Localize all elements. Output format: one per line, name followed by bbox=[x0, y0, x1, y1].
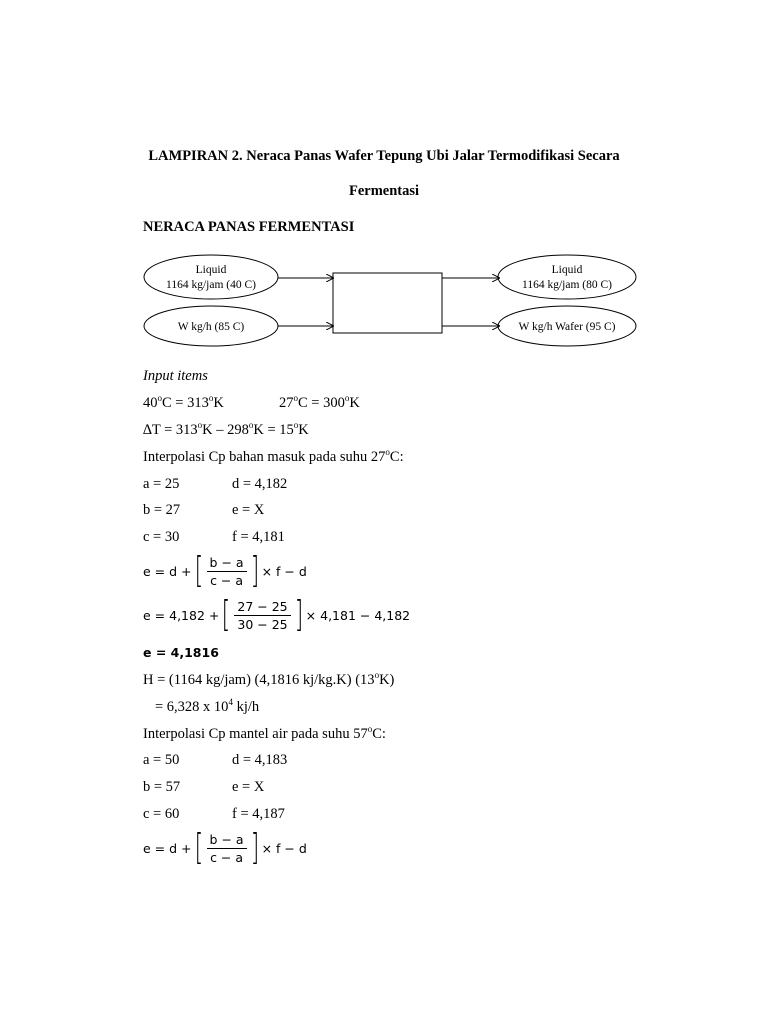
output-wafer-label: W kg/h Wafer (95 C) bbox=[518, 321, 616, 333]
interp1-d: d = 4,182 bbox=[232, 476, 288, 492]
temp-conversion-40: $40^oC = 313^oK$ bbox=[143, 393, 224, 411]
interp2-f: f = 4,187 bbox=[232, 806, 285, 822]
interp1-f: f = 4,181 bbox=[232, 529, 285, 545]
interp2-b: b = 57 bbox=[143, 779, 181, 795]
output-liquid-label: Liquid bbox=[551, 264, 583, 276]
heat-balance-diagram bbox=[0, 250, 768, 360]
interp-result-1: e = 4,1816 bbox=[143, 645, 219, 660]
interp2-c: c = 60 bbox=[143, 806, 180, 822]
interp2-a: a = 50 bbox=[143, 752, 180, 768]
interp1-e: e = X bbox=[232, 502, 265, 518]
interp-formula-1: e = d + [ $\frac{b - a}{c - a}$ ] × f − d bbox=[143, 550, 307, 591]
interp1-title: Interpolasi Cp bahan masuk pada suhu 27$^o$C: bbox=[143, 447, 404, 465]
delta-t: $\Delta T = 313^oK - 298^oK = 15^oK$ bbox=[143, 420, 309, 438]
input-water-label: W kg/h (85 C) bbox=[177, 321, 245, 333]
input-liquid-flow: 1164 kg/jam (40 C) bbox=[166, 279, 256, 291]
input-liquid-label: Liquid bbox=[195, 264, 227, 276]
temp-conversion-27: $27^oC = 300^oK$ bbox=[279, 393, 360, 411]
interp-formula-2: e = 4,182 + [ $\frac{27 - 25}{30 - 25}$ ] × 4,181 − 4,182 bbox=[143, 594, 411, 635]
enthalpy-line-1: H = (1164 kg/jam) (4,1816 kj/kg.K) (13$^o$K) bbox=[143, 670, 395, 688]
output-liquid-flow: 1164 kg/jam (80 C) bbox=[522, 279, 612, 291]
output-liquid-ellipse bbox=[498, 255, 636, 299]
interp2-e: e = X bbox=[232, 779, 265, 795]
interp1-b: b = 27 bbox=[143, 502, 181, 518]
interp2-title: Interpolasi Cp mantel air pada suhu 57$^o$C: bbox=[143, 724, 386, 742]
input-liquid-ellipse bbox=[144, 255, 278, 299]
enthalpy-line-2: = 6,328 x $10^4$ kj/h bbox=[155, 697, 260, 715]
interp-formula-3: e = d + [ $\frac{b - a}{c - a}$ ] × f − d bbox=[143, 827, 307, 868]
section-title: NERACA PANAS FERMENTASI bbox=[143, 219, 355, 235]
lampiran-title-cont: Fermentasi bbox=[348, 183, 420, 199]
process-box bbox=[333, 273, 442, 333]
interp1-a: a = 25 bbox=[143, 476, 180, 492]
input-items-label: Input items bbox=[143, 368, 208, 384]
lampiran-title: LAMPIRAN 2. Neraca Panas Wafer Tepung Ubi Jalar Termodifikasi Secara bbox=[148, 148, 620, 164]
interp2-d: d = 4,183 bbox=[232, 752, 288, 768]
interp1-c: c = 30 bbox=[143, 529, 180, 545]
